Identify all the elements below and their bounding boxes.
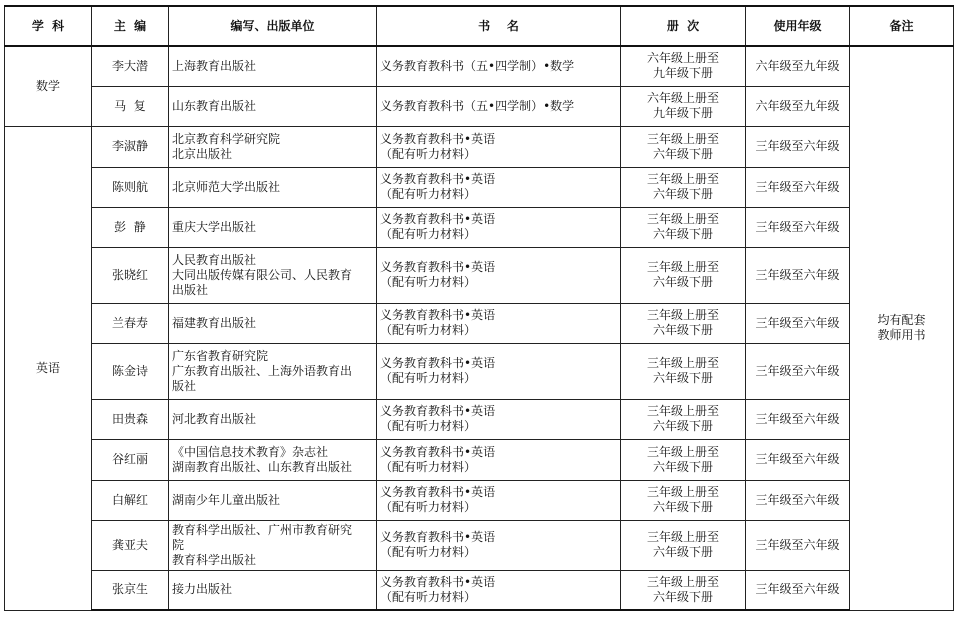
title-cell xyxy=(377,86,621,126)
title-cell xyxy=(377,207,621,247)
cell-line: 三年级上册至 xyxy=(646,574,719,589)
header-editor: 主 编 xyxy=(92,6,169,46)
grade-cell: 三年级至六年级 xyxy=(746,303,850,343)
table-row xyxy=(5,303,954,343)
title-cell xyxy=(377,399,621,439)
grade-cell: 六年级至九年级 xyxy=(746,86,850,126)
title-cell xyxy=(377,570,621,610)
editor-cell: 李淑静 xyxy=(92,126,169,167)
cell-line: 义务教育教科书•英语 xyxy=(380,404,496,418)
volumes-cell xyxy=(621,520,746,570)
publisher-cell xyxy=(169,439,377,480)
header-row xyxy=(5,6,954,46)
cell-line: （配有听力材料） xyxy=(380,187,477,201)
cell-line: 六年级上册至 xyxy=(646,51,719,66)
editor-cell: 陈金诗 xyxy=(92,343,169,399)
cell-line: 北京教育科学研究院 xyxy=(172,131,281,146)
cell-line: 六年级下册 xyxy=(652,146,713,161)
cell-line: 北京出版社 xyxy=(172,146,233,161)
header-title: 书 名 xyxy=(377,6,621,46)
cell-line: 义务教育教科书•英语 xyxy=(380,212,496,226)
header-grade: 使用年级 xyxy=(746,6,850,46)
cell-line: 三年级上册至 xyxy=(646,404,719,418)
cell-line: 院 xyxy=(172,537,185,552)
editor-cell: 陈则航 xyxy=(92,167,169,207)
grade-cell: 三年级至六年级 xyxy=(746,207,850,247)
cell-line: 义务教育教科书•英语 xyxy=(380,356,496,370)
grade-cell: 三年级至六年级 xyxy=(746,520,850,570)
editor-cell: 马 复 xyxy=(92,86,169,126)
cell-line: （配有听力材料） xyxy=(380,500,477,514)
cell-line: 六年级下册 xyxy=(652,545,713,559)
volumes-cell xyxy=(621,247,746,303)
grade-cell: 三年级至六年级 xyxy=(746,570,850,610)
cell-line: 湖南少年儿童出版社 xyxy=(172,492,281,507)
publisher-cell xyxy=(169,126,377,167)
title-cell xyxy=(377,46,621,86)
publisher-cell xyxy=(169,46,377,86)
volumes-cell xyxy=(621,439,746,480)
cell-line: 福建教育出版社 xyxy=(172,315,257,330)
grade-cell: 三年级至六年级 xyxy=(746,167,850,207)
editor-cell: 白解红 xyxy=(92,480,169,520)
grade-cell: 三年级至六年级 xyxy=(746,126,850,167)
cell-line: 六年级下册 xyxy=(652,275,713,289)
textbook-table xyxy=(4,5,954,611)
cell-line: （配有听力材料） xyxy=(380,459,477,474)
title-cell xyxy=(377,247,621,303)
subject-cell: 数学 xyxy=(5,46,92,126)
cell-line: （配有听力材料） xyxy=(380,275,477,289)
editor-cell: 兰春寿 xyxy=(92,303,169,343)
cell-line: 三年级上册至 xyxy=(646,308,719,322)
volumes-cell xyxy=(621,480,746,520)
volumes-cell xyxy=(621,167,746,207)
publisher-cell xyxy=(169,86,377,126)
cell-line: 六年级下册 xyxy=(652,323,713,337)
cell-line: 六年级下册 xyxy=(652,187,713,201)
cell-line: 三年级上册至 xyxy=(646,444,719,459)
cell-line: 义务教育教科书（五•四学制）•数学 xyxy=(380,98,575,113)
notes-cell xyxy=(850,46,954,610)
volumes-cell xyxy=(621,46,746,86)
cell-line: （配有听力材料） xyxy=(380,545,477,559)
cell-line: 三年级上册至 xyxy=(646,530,719,544)
cell-line: （配有听力材料） xyxy=(380,419,477,433)
cell-line: 接力出版社 xyxy=(172,582,233,597)
publisher-cell xyxy=(169,343,377,399)
cell-line: 版社 xyxy=(172,378,197,393)
table-row xyxy=(5,86,954,126)
header-subject: 学 科 xyxy=(5,6,92,46)
title-cell xyxy=(377,167,621,207)
table-row xyxy=(5,520,954,570)
cell-line: 六年级下册 xyxy=(652,371,713,385)
cell-line: 义务教育教科书•英语 xyxy=(380,485,496,499)
volumes-cell xyxy=(621,126,746,167)
cell-line: 六年级上册至 xyxy=(646,91,719,105)
cell-line: 山东教育出版社 xyxy=(172,98,257,113)
cell-line: 六年级下册 xyxy=(652,500,713,514)
cell-line: 三年级上册至 xyxy=(646,172,719,186)
title-cell xyxy=(377,126,621,167)
cell-line: 广东教育出版社、上海外语教育出 xyxy=(172,363,353,378)
cell-line: （配有听力材料） xyxy=(380,589,477,604)
cell-line: 人民教育出版社 xyxy=(172,252,257,267)
grade-cell: 三年级至六年级 xyxy=(746,439,850,480)
cell-line: 出版社 xyxy=(172,282,209,297)
table-row xyxy=(5,480,954,520)
publisher-cell xyxy=(169,247,377,303)
table-row xyxy=(5,399,954,439)
table-row xyxy=(5,46,954,86)
cell-line: 三年级上册至 xyxy=(646,485,719,499)
grade-cell: 三年级至六年级 xyxy=(746,247,850,303)
cell-line: 三年级上册至 xyxy=(646,260,719,274)
volumes-cell xyxy=(621,343,746,399)
cell-line: 教育科学出版社、广州市教育研究 xyxy=(172,522,353,537)
table-body xyxy=(5,46,954,610)
volumes-cell xyxy=(621,570,746,610)
cell-line: 广东省教育研究院 xyxy=(172,348,269,363)
publisher-cell xyxy=(169,167,377,207)
editor-cell: 张晓红 xyxy=(92,247,169,303)
publisher-cell xyxy=(169,399,377,439)
title-cell xyxy=(377,439,621,480)
volumes-cell xyxy=(621,303,746,343)
cell-line: 义务教育教科书•英语 xyxy=(380,308,496,322)
editor-cell: 田贵森 xyxy=(92,399,169,439)
grade-cell: 三年级至六年级 xyxy=(746,480,850,520)
cell-line: 九年级下册 xyxy=(652,66,713,81)
cell-line: 六年级下册 xyxy=(652,459,713,474)
title-cell xyxy=(377,480,621,520)
cell-line: 三年级上册至 xyxy=(646,131,719,146)
table-row xyxy=(5,247,954,303)
title-cell xyxy=(377,303,621,343)
cell-line: 北京师范大学出版社 xyxy=(172,179,281,194)
cell-line: 《中国信息技术教育》杂志社 xyxy=(172,444,329,459)
cell-line: （配有听力材料） xyxy=(380,323,477,337)
cell-line: （配有听力材料） xyxy=(380,371,477,385)
title-cell xyxy=(377,520,621,570)
cell-line: 大同出版传媒有限公司、人民教育 xyxy=(172,267,353,282)
header-volumes: 册 次 xyxy=(621,6,746,46)
table-row xyxy=(5,439,954,480)
table-row xyxy=(5,126,954,167)
cell-line: （配有听力材料） xyxy=(380,146,477,161)
header-notes: 备注 xyxy=(850,6,954,46)
volumes-cell xyxy=(621,207,746,247)
publisher-cell xyxy=(169,480,377,520)
cell-line: 三年级上册至 xyxy=(646,212,719,226)
cell-line: 河北教育出版社 xyxy=(172,411,257,426)
cell-line: 重庆大学出版社 xyxy=(172,219,257,234)
cell-line: 上海教育出版社 xyxy=(172,58,257,73)
publisher-cell xyxy=(169,570,377,610)
editor-cell: 彭 静 xyxy=(92,207,169,247)
table-row xyxy=(5,167,954,207)
cell-line: 义务教育教科书•英语 xyxy=(380,260,496,274)
cell-line: 义务教育教科书（五•四学制）•数学 xyxy=(380,58,575,73)
table-row xyxy=(5,343,954,399)
cell-line: 义务教育教科书•英语 xyxy=(380,530,496,544)
cell-line: 湖南教育出版社、山东教育出版社 xyxy=(172,459,353,474)
title-cell xyxy=(377,343,621,399)
editor-cell: 谷红丽 xyxy=(92,439,169,480)
editor-cell: 李大潜 xyxy=(92,46,169,86)
editor-cell: 龚亚夫 xyxy=(92,520,169,570)
table-row xyxy=(5,207,954,247)
cell-line: 义务教育教科书•英语 xyxy=(380,444,496,459)
cell-line: 三年级上册至 xyxy=(646,356,719,370)
header-publisher: 编写、出版单位 xyxy=(169,6,377,46)
subject-cell: 英语 xyxy=(5,126,92,610)
cell-line: 九年级下册 xyxy=(652,106,713,120)
grade-cell: 三年级至六年级 xyxy=(746,399,850,439)
cell-line: 六年级下册 xyxy=(652,589,713,604)
volumes-cell xyxy=(621,86,746,126)
cell-line: 教师用书 xyxy=(877,328,926,343)
cell-line: 均有配套 xyxy=(877,313,926,328)
cell-line: 义务教育教科书•英语 xyxy=(380,172,496,186)
publisher-cell xyxy=(169,303,377,343)
cell-line: 义务教育教科书•英语 xyxy=(380,131,496,146)
cell-line: （配有听力材料） xyxy=(380,227,477,241)
volumes-cell xyxy=(621,399,746,439)
cell-line: 六年级下册 xyxy=(652,227,713,241)
table-row xyxy=(5,570,954,610)
grade-cell: 三年级至六年级 xyxy=(746,343,850,399)
cell-line: 义务教育教科书•英语 xyxy=(380,574,496,589)
cell-line: 六年级下册 xyxy=(652,419,713,433)
publisher-cell xyxy=(169,207,377,247)
publisher-cell xyxy=(169,520,377,570)
grade-cell: 六年级至九年级 xyxy=(746,46,850,86)
editor-cell: 张京生 xyxy=(92,570,169,610)
cell-line: 教育科学出版社 xyxy=(172,552,257,567)
